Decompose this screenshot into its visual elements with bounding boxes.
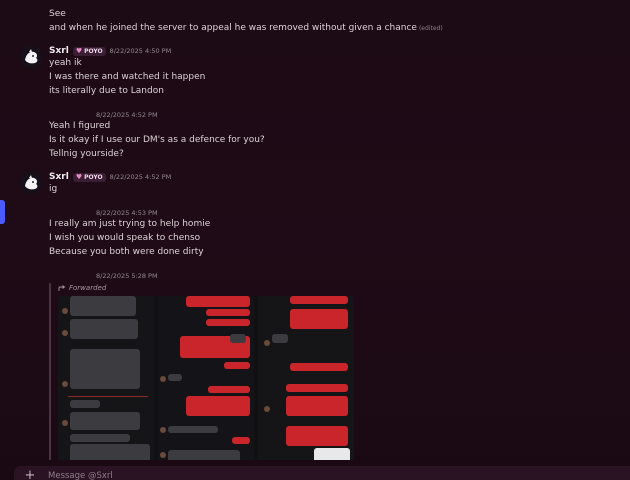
server-indicator — [0, 200, 5, 224]
message-line — [49, 23, 443, 33]
message-line: Because you both were done dirty — [49, 247, 204, 257]
message-input[interactable]: Message @Sxrl — [48, 471, 113, 480]
message-line: I was there and watched it happen — [49, 72, 206, 82]
forwarded-header — [58, 284, 106, 292]
message-line: yeah ik — [49, 58, 82, 68]
forward-icon — [58, 285, 66, 292]
username[interactable]: Sxrl — [49, 172, 69, 182]
timestamp: 8/22/2025 5:28 PM — [96, 272, 158, 280]
message-text: and when he joined the server to appeal he was removed without given a chance — [49, 23, 417, 33]
message-header — [49, 46, 171, 56]
guild-tag-label: POYO — [84, 47, 103, 55]
guild-tag-label: POYO — [84, 173, 103, 181]
username[interactable]: Sxrl — [49, 46, 69, 56]
screenshot-panel — [158, 296, 254, 460]
avatar-icon — [20, 172, 42, 194]
timestamp: 8/22/2025 4:53 PM — [96, 209, 158, 217]
message-line: I really am just trying to help homie — [49, 219, 211, 229]
forwarded-screenshot[interactable] — [58, 296, 354, 460]
message-line: See — [49, 9, 66, 19]
avatar-icon — [20, 46, 42, 68]
heart-icon: ♥ — [75, 47, 83, 55]
plus-icon[interactable]: + — [24, 468, 36, 480]
message-header — [49, 172, 171, 182]
guild-tag[interactable] — [73, 173, 106, 182]
message-line: I wish you would speak to chenso — [49, 233, 201, 243]
heart-icon: ♥ — [75, 173, 83, 181]
forwarded-label: Forwarded — [69, 284, 107, 292]
message-line: Tellnig yourside? — [49, 149, 124, 159]
avatar[interactable] — [20, 46, 42, 68]
edited-label: (edited) — [418, 25, 443, 32]
screenshot-panel — [258, 296, 354, 460]
screenshot-panel — [58, 296, 154, 460]
avatar[interactable] — [20, 172, 42, 194]
timestamp: 8/22/2025 4:52 PM — [96, 111, 158, 119]
timestamp: 8/22/2025 4:52 PM — [109, 173, 172, 181]
timestamp: 8/22/2025 4:50 PM — [109, 47, 172, 55]
message-line: ig — [49, 184, 58, 194]
message-line: its literally due to Landon — [49, 86, 164, 96]
forward-bar — [49, 283, 51, 460]
message-line: Is it okay if I use our DM's as a defence for you? — [49, 135, 265, 145]
message-input-bar[interactable] — [14, 466, 630, 480]
guild-tag[interactable] — [73, 47, 106, 56]
message-line: Yeah I figured — [49, 121, 111, 131]
